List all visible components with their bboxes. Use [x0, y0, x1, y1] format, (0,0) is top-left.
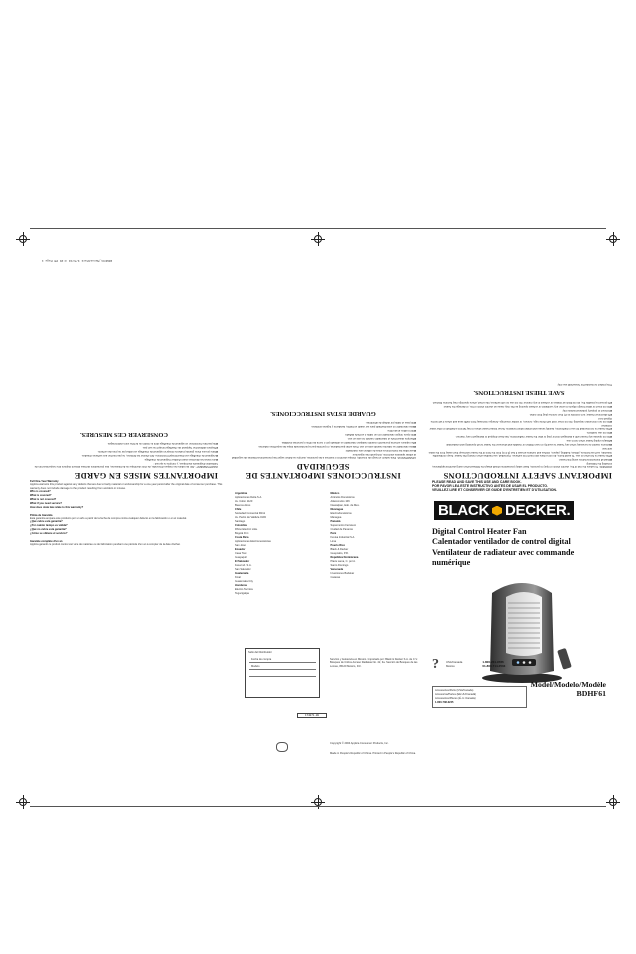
accessories-box — [432, 686, 527, 708]
english-save-title: SAVE THESE INSTRUCTIONS. — [473, 389, 565, 397]
product-name-fr: Ventilateur de radiateur avec commande numérique — [432, 547, 575, 568]
product-name-es: Calentador ventilador de control digital — [432, 537, 571, 547]
registration-mark-bottom-center — [311, 795, 325, 809]
made-in-line: Made in People's Republic of China. Printed in People's Republic of China. — [330, 752, 416, 755]
service-address-panel — [235, 480, 420, 785]
french-bullet-list — [30, 442, 218, 461]
help-phone-us: 1-800-231-9786 — [482, 660, 504, 665]
list-item: What if you need service? — [30, 502, 62, 506]
list-item: Honduras — [235, 584, 248, 587]
list-item: Who is covered? — [30, 490, 51, 494]
list-item: ■ No lo utilice al aire libre. — [230, 429, 416, 432]
service-center-list — [235, 492, 420, 596]
product-name-en: Digital Control Heater Fan — [432, 526, 527, 536]
list-item: ■ Extreme caution is necessary when any heater is used by or near children or invalids and whenever the heater is left operating and unattended. — [426, 443, 612, 446]
hexagon-logo-icon — [492, 506, 502, 516]
list-item: Perú — [330, 532, 337, 535]
list-item: ¿Por cuánto tiempo es válida? — [30, 524, 68, 528]
service-list-left — [235, 492, 325, 596]
list-item: Managua — [330, 516, 342, 519]
help-phone-numbers — [482, 661, 505, 669]
warranty-body-en: Applica warrants this product against any defects that are due to faulty material or workmanship for a one-year period after the original date of consumer purchase. This warranty does not include damage to the product resulting from accident or misuse. — [30, 483, 223, 490]
help-line-block — [432, 657, 582, 673]
list-item: Plaza Lama, C. por A. — [330, 560, 356, 563]
spanish-safety-column — [230, 407, 416, 480]
cover-spread — [30, 480, 612, 785]
list-item: Guaynabo, P.R. — [330, 552, 349, 555]
list-item: Guatemala City — [235, 580, 253, 583]
question-mark-icon: ? — [432, 657, 439, 672]
registration-mark-bottom-left — [16, 795, 30, 809]
list-item: Aplicaciones Electromecánicas — [235, 540, 271, 543]
list-item: ■ Read all instructions before using this heater. — [426, 458, 612, 461]
dealer-stamp-box — [245, 648, 320, 698]
help-regions — [446, 661, 462, 669]
warranty-body-es: Esta garantía ampara este producto por un año a partir de la fecha de compra contra cualquier defecto en la fabricación o en el material. — [30, 517, 187, 521]
accessories-phone: 1-800-738-0245 — [435, 701, 454, 704]
stamp-lines — [246, 656, 319, 677]
list-item: Tegucigalpa — [235, 592, 249, 595]
list-item: Fevisa Industrial S.A. — [330, 536, 356, 539]
help-region-mx: México — [446, 664, 455, 668]
list-item: ¿Qué cubre esta garantía? — [30, 520, 63, 524]
list-item: What is covered? — [30, 494, 52, 498]
list-item: Supercentro Ferretero — [330, 524, 357, 527]
list-item: Electro-Tecnica — [235, 588, 253, 591]
list-item: ■ Always unplug heater when not in use. — [426, 439, 612, 442]
registration-mark-bottom-right — [606, 795, 620, 809]
list-item: ■ Lea todas las instrucciones antes de utilizar este calentador. — [230, 449, 416, 452]
stamp-line-blank — [249, 670, 316, 677]
list-item: Rhino Electric Ltda. — [235, 528, 258, 531]
warranty-title-es: Póliza de Garantía — [30, 513, 53, 517]
list-item: ■ Do not operate any heater with a damaged cord or plug or after the heater malfunctions, has been dropped or damaged in any manner. — [426, 435, 612, 438]
mexico-service-note: Servicio y Asistencia en México. Importado por: Black & Decker S.A. de C.V. Bosques de Cidros Acceso Radiatas No. 42, 3a. Sección de Bosques de las Lomas, 05120 México, D.F. — [330, 658, 418, 668]
list-item: Fesa Ind. S.A. — [235, 564, 252, 567]
english-bullet-list — [426, 400, 612, 461]
list-item: Santiago — [235, 520, 246, 523]
front-cover-panel — [432, 480, 612, 785]
list-item: Accesorios/Partes (EE.UU/Canadá) — [435, 693, 477, 696]
spanish-safety-title: INSTRUCCIONES IMPORTANTES DE SEGURIDAD — [245, 462, 401, 480]
list-item: ■ This heater is hot when in use. To avoid burns, do not let bare skin touch hot surfaces. If provided, use handles when moving this heater. Keep combustible materials, such as furniture, pillows, bedding, papers, clothes and curtains at least 3 feet (0.9 m) from the front of the heater and keep them away from the sides and rear. — [426, 447, 612, 457]
list-item: Av. Colón 1120 — [235, 500, 253, 503]
brand-logo — [434, 501, 612, 521]
stamp-line-date: Fecha de compra — [249, 656, 316, 663]
warranty-body-fr: Applica garantit ce produit contre tout vice de matériau ou de fabrication pendant une période d'un an à compter de la date d'achat. — [30, 543, 181, 547]
print-slug: BDHF61_ManualPack 3/5/04 4:20 PM Page 1 — [41, 259, 112, 262]
list-item: ■ Siempre desenchufe el calentador cuando no esté en uso. — [230, 437, 416, 440]
help-phone-mx: 01-800-714-2503 — [482, 664, 506, 668]
warranty-questions-en — [30, 490, 225, 509]
list-item: Argentina — [235, 492, 248, 495]
fold-mark-bottom — [30, 806, 606, 807]
english-safety-title: IMPORTANT SAFETY INTRODUCTIONS — [443, 471, 612, 480]
list-item: ■ No pase el cable por debajo de alfombras. — [230, 421, 416, 424]
list-item: Accessories/Parts (USA/Canada) — [435, 689, 474, 692]
registration-mark-top-left — [16, 232, 30, 246]
list-item: Electrodomésticos — [330, 512, 352, 515]
list-item: Av. Pedro de Valdivia 0193 — [235, 516, 266, 519]
list-item: Panamá — [330, 520, 341, 523]
warranty-questions-es — [30, 520, 225, 535]
spanish-warning-intro: ADVERTENCIA: Para reducir el riesgo de incendio, choque eléctrico o lesiones a las personas, siempre se deben seguir las precauciones básicas de seguridad al utilizar aparatos eléctricos, incluyendo las siguientes: — [231, 452, 416, 459]
list-item: ■ To prevent a possible fire, do not block air intakes or exhaust in any manner. Do not use on soft surfaces, like a bed, where openings may become blocked. — [426, 400, 612, 403]
warranty-title-fr: Garantie complète d'un an — [30, 539, 63, 543]
french-save-title: CONSERVER CES MESURES. — [79, 430, 169, 438]
logo-word-right: DECKER. — [505, 502, 571, 520]
safety-instructions-spread — [30, 250, 612, 480]
english-safety-column — [426, 383, 612, 480]
stamp-title: Sello del Distribuidor — [248, 651, 272, 654]
list-item: Black & Decker — [330, 548, 349, 551]
stamp-line-model: Modelo — [249, 663, 316, 670]
list-item: Guatemala — [235, 572, 249, 575]
list-item: México — [330, 492, 340, 495]
read-and-save-en: PLEASE READ AND SAVE THIS USE AND CARE BOOK. — [432, 480, 522, 484]
list-item: Nicaragua — [330, 508, 344, 511]
list-item: Naucalpan, Edo. de Mex. — [330, 504, 360, 507]
list-item: ■ Do not insert or allow foreign objects to enter any ventilation or exhaust opening as this may cause an electric shock or fire, or damage the heater. — [426, 404, 612, 407]
list-item: Sociedad Comercial Ritrol — [235, 512, 265, 515]
list-item: Puerto Rico — [330, 544, 346, 547]
list-item: ■ Connect to properly polarized outlets only. — [426, 408, 612, 411]
list-item: ■ Lire toutes les directives avant d'utiliser l'appareil de chauffage. — [30, 458, 218, 461]
logo-word-left: BLACK — [438, 502, 489, 520]
list-item: ■ Faire preuve d'une grande prudence lorsqu'un appareil de chauffage est utilisé par ou près des enfants. — [30, 450, 218, 453]
list-item: ■ This heater is not intended for use in bathrooms, laundry areas and similar indoor locations. Never locate heater where it may fall into a bathtub or other water container. — [426, 424, 612, 431]
list-item: Ecuador — [235, 548, 246, 551]
list-item: Guayaquil — [235, 556, 247, 559]
applica-seal-icon — [276, 742, 288, 752]
list-item: República Dominicana — [330, 556, 359, 559]
list-item: Costa Rica — [235, 536, 249, 539]
list-item: San Salvador — [235, 568, 251, 571]
list-item: Articulos Domésticos — [330, 496, 355, 499]
list-item: Aplicaciones Delta S.A. — [235, 496, 262, 499]
service-list-right — [331, 492, 421, 596]
part-number-box: 174071-00 — [297, 713, 327, 718]
list-item: ■ Este calentador no está diseñado para ser usado en baños, lavaderos y lugares similares. — [230, 425, 416, 428]
list-item: ■ Do not run cord under carpeting. Do not cover cord with throw rugs, runners, or similar coverings. Arrange cord away from traffic area and where it will not be tripped over. — [426, 416, 612, 423]
list-item: ■ Ne pas faire fonctionner un appareil de chauffage dont le cordon ou la fiche sont endommagés. — [30, 442, 218, 445]
list-item: Kinal — [235, 576, 241, 579]
list-item: ¿Qué no cubre esta garantía? — [30, 528, 67, 532]
list-item: Lima — [330, 540, 337, 543]
list-item: Colombia — [235, 524, 247, 527]
help-region-us: USA/Canada — [446, 659, 463, 664]
list-item: ■ To disconnect heater, turn controls to off, then remove plug from outlet. — [426, 412, 612, 415]
english-warning-intro: WARNING: To reduce the risk of fire, electric shock or injury to persons, basic safety precautions should always be followed when using electrical appliances, including the following: — [431, 461, 612, 468]
list-item: ■ Toujours débrancher l'appareil de chauffage lorsqu'il ne sert pas. — [30, 446, 218, 449]
list-item: Atlacomulco 106 — [330, 500, 350, 503]
registration-mark-top-right — [606, 232, 620, 246]
spanish-save-title: GUARDE ESTAS INSTRUCCIONES. — [270, 409, 376, 417]
list-item: ■ Do not use outdoors. — [426, 431, 612, 434]
list-item: San José — [235, 544, 246, 547]
list-item: ¿Cómo se obtiene el servicio? — [30, 532, 68, 536]
model-number: BDHF61 — [576, 689, 606, 698]
warranty-title-en: Full One-Year Warranty — [30, 480, 59, 483]
list-item: ■ L'appareil de chauffage est chaud lorsqu'il fonctionne. Afin d'éviter les brûlures, ne pas toucher aux surfaces chaudes. — [30, 454, 218, 457]
list-item: El Salvador — [235, 560, 250, 563]
model-label: Model/Modelo/Modèle — [530, 680, 606, 689]
read-and-save-fr: VEUILLEZ LIRE ET CONSERVER CE GUIDE D'ENTRETIEN ET D'UTILISATION. — [432, 488, 557, 493]
model-block — [531, 680, 606, 698]
list-item: How does state law relate to this warranty? — [30, 506, 84, 510]
french-warning-intro: AVERTISSEMENT : Afin de réduire les risques d'incendie, de choc électrique ou de blessures, des précautions de base doivent toujours être respectées lors de l'utilisation d'appareils électriques, y compris ce qui suit : — [34, 461, 218, 468]
list-item: Caracas — [330, 576, 341, 579]
list-item: Accessoires/Pièces (É.-U./Canada) — [435, 697, 476, 700]
list-item: ■ Este calentador se calienta cuando está en uso. Para evitar quemaduras, no permita que la piel desnuda toque las superficies calientes. — [230, 445, 416, 448]
list-item: What is not covered? — [30, 498, 57, 502]
registration-mark-top-center — [311, 232, 325, 246]
list-item: Buenos Aires — [235, 504, 251, 507]
list-item: Casa Tosi — [235, 552, 247, 555]
list-item: Ciudad de Panamá — [330, 528, 353, 531]
list-item: Bogotá D.C. — [235, 532, 250, 535]
list-item: Chile — [235, 508, 242, 511]
heater-grill — [506, 592, 542, 656]
warranty-panel — [30, 480, 225, 785]
list-item: Venezuela — [330, 568, 344, 571]
english-household-note: This product is intended for household use only. — [557, 383, 612, 387]
list-item: ■ No opere ningún calentador con un cable o enchufe dañado. — [230, 433, 416, 436]
read-and-save-es: POR FAVOR LEA ESTE INSTRUCTIVO ANTES DE USAR EL PRODUCTO. — [432, 484, 548, 489]
french-safety-column — [30, 428, 218, 480]
french-safety-title: IMPORTANTES MISES EN GARDE — [74, 471, 218, 480]
list-item: Santo Domingo — [330, 564, 349, 567]
fold-mark-top — [30, 228, 606, 229]
spanish-bullet-list — [230, 421, 416, 452]
list-item: Inversiones Bodekar — [330, 572, 355, 575]
list-item: ■ Se requiere extrema precaución cuando cualquier calentador es utilizado por o cerca de niños o personas inválidas. — [230, 441, 416, 444]
black-and-decker-logo — [434, 501, 574, 520]
copyright-line: Copyright © 2004 Applica Consumer Products, Inc. — [330, 742, 389, 745]
